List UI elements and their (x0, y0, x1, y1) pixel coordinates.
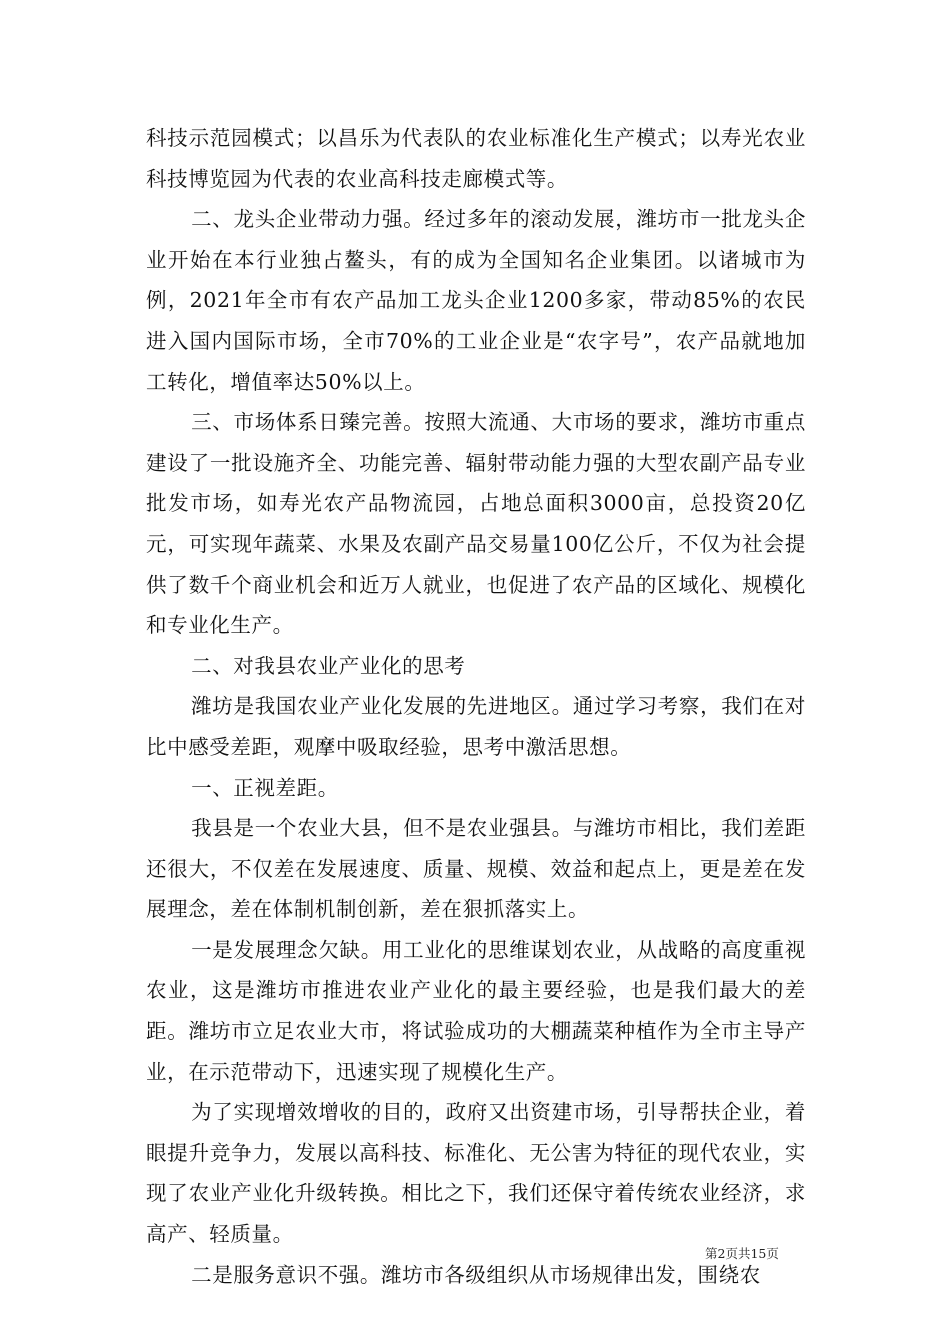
paragraph-efficiency-income: 为了实现增效增收的目的，政府又出资建市场，引导帮扶企业，着眼提升竞争力，发展以高科技、标准化、无公害为特征的现代农业，实现了农业产业化升级转换。相比之下，我们还保守着传统农业经济，求高产、轻质量。 (146, 1100, 806, 1247)
paragraph-market-system: 三、市场体系日臻完善。按照大流通、大市场的要求，潍坊市重点建设了一批设施齐全、功能完善、辐射带动能力强的大型农副产品专业批发市场，如寿光农产品物流园，占地总面积3000亩，总投资20亿元，可实现年蔬菜、水果及农副产品交易量100亿公斤，不仅为社会提供了数千个商业机会和近万人就业，也促进了农产品的区域化、规模化和专业化生产。 (146, 410, 806, 638)
paragraph-continuation: 科技示范园模式；以昌乐为代表队的农业标准化生产模式；以寿光农业科技博览园为代表的农业高科技走廊模式等。 (146, 126, 806, 191)
page-number-footer: 第2页共15页 (705, 1246, 779, 1261)
paragraph-leading-enterprises: 二、龙头企业带动力强。经过多年的滚动发展，潍坊市一批龙头企业开始在本行业独占鳌头，有的成为全国知名企业集团。以诸城市为例，2021年全市有农产品加工龙头企业1200多家，带动85%的农民进入国内国际市场，全市70%的工业企业是“农字号”，农产品就地加工转化，增值率达50%以上。 (146, 207, 806, 394)
paragraph-weifang-intro: 潍坊是我国农业产业化发展的先进地区。通过学习考察，我们在对比中感受差距，观摩中吸取经验，思考中激活思想。 (146, 694, 806, 759)
section-heading-reflection: 二、对我县农业产业化的思考 (191, 653, 466, 678)
document-body (146, 118, 806, 1295)
paragraph-county-gap: 我县是一个农业大县，但不是农业强县。与潍坊市相比，我们差距还很大，不仅差在发展速度、质量、规模、效益和起点上，更是差在发展理念，差在体制机制创新，差在狠抓落实上。 (146, 816, 806, 922)
subheading-face-gap: 一、正视差距。 (191, 775, 339, 800)
paragraph-service-awareness: 二是服务意识不强。潍坊市各级组织从市场规律出发，围绕农 (191, 1262, 761, 1287)
paragraph-development-concept: 一是发展理念欠缺。用工业化的思维谋划农业，从战略的高度重视农业，这是潍坊市推进农业产业化的最主要经验，也是我们最大的差距。潍坊市立足农业大市，将试验成功的大棚蔬菜种植作为全市主导产业，在示范带动下，迅速实现了规模化生产。 (146, 937, 806, 1084)
